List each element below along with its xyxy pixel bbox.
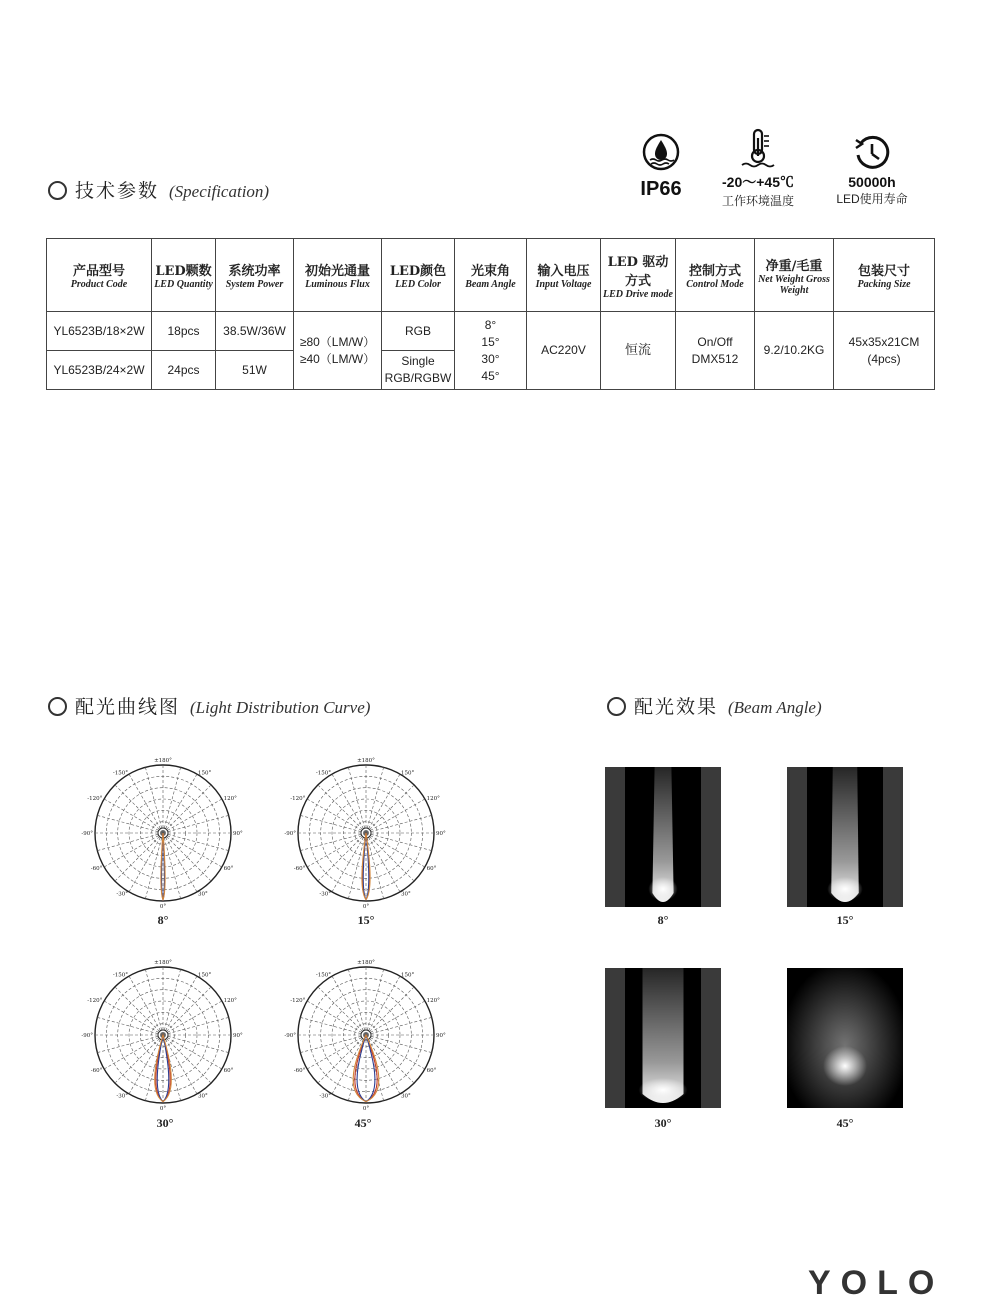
header-led-color: LED颜色 LED Color bbox=[382, 239, 455, 312]
polar-label-right: 30° bbox=[401, 891, 411, 898]
cell-beam-angle bbox=[455, 312, 527, 390]
polar-label-right: 150° bbox=[401, 972, 415, 979]
polar-label-bottom: 0° bbox=[159, 1106, 167, 1112]
polar-label-right: 30° bbox=[198, 1093, 208, 1100]
polar-label-right: 90° bbox=[233, 1033, 243, 1039]
polar-curve-30 bbox=[80, 957, 246, 1113]
curve-label-45: 45° bbox=[354, 1116, 372, 1130]
polar-label-right: 90° bbox=[436, 831, 446, 837]
beam-light-45 bbox=[787, 968, 903, 1108]
polar-label-right: 120° bbox=[223, 796, 237, 802]
cell-led-color: RGB bbox=[382, 312, 455, 351]
polar-label-left: -150° bbox=[315, 972, 331, 979]
polar-label-right: 120° bbox=[426, 998, 440, 1004]
cell-weight: 9.2/10.2KG bbox=[755, 312, 834, 390]
curve-label-30: 30° bbox=[156, 1116, 174, 1130]
temperature-range: -20～+45℃ bbox=[722, 174, 794, 190]
cell-luminous-flux bbox=[294, 312, 382, 390]
curve-label-8: 8° bbox=[157, 913, 169, 927]
packing-size-count: (4pcs) bbox=[867, 351, 901, 366]
polar-label-left: -90° bbox=[81, 1033, 93, 1039]
spec-title-en: (Specification) bbox=[169, 182, 270, 201]
header-luminous-flux: 初始光通量 Luminous Flux bbox=[294, 239, 382, 312]
feature-ip66 bbox=[621, 132, 701, 201]
polar-label-top: ±180° bbox=[357, 960, 375, 966]
section-bullet-icon bbox=[48, 181, 67, 200]
flux-value: ≥40（LM/W） bbox=[299, 351, 376, 366]
cell-packing-size bbox=[834, 312, 935, 390]
brand-fragment: YOLO bbox=[808, 1264, 945, 1302]
control-mode-value: DMX512 bbox=[691, 351, 739, 366]
polar-label-left: -120° bbox=[87, 796, 103, 802]
polar-label-right: 60° bbox=[223, 1068, 234, 1074]
polar-label-left: -60° bbox=[293, 866, 306, 872]
curve-label-15: 15° bbox=[357, 913, 375, 927]
polar-label-right: 60° bbox=[426, 1068, 437, 1074]
waterproof-icon bbox=[641, 132, 681, 172]
polar-label-left: -30° bbox=[319, 1093, 331, 1100]
temperature-label: 工作环境温度 bbox=[721, 194, 794, 208]
beam-hotspot bbox=[823, 1046, 867, 1086]
cell-drive-mode: 恒流 bbox=[601, 312, 676, 390]
feature-lifetime bbox=[822, 134, 922, 207]
spec-section-title bbox=[48, 176, 269, 203]
beam-light-15 bbox=[787, 767, 903, 907]
beam-angle-value: 45° bbox=[481, 368, 500, 383]
header-led-quantity: LED颗数 LED Quantity bbox=[152, 239, 216, 312]
polar-label-left: -90° bbox=[284, 1033, 296, 1039]
cell-led-color: Single RGB/RGBW bbox=[382, 351, 455, 390]
table-header-row bbox=[47, 239, 935, 312]
cell-led-quantity: 24pcs bbox=[152, 351, 216, 390]
polar-label-left: -30° bbox=[116, 1093, 128, 1100]
beam-photo-30 bbox=[605, 968, 721, 1108]
polar-label-left: -60° bbox=[90, 866, 103, 872]
header-control-mode: 控制方式 Control Mode bbox=[676, 239, 755, 312]
polar-label-right: 30° bbox=[198, 891, 208, 898]
polar-label-left: -60° bbox=[293, 1068, 306, 1074]
control-mode-value: On/Off bbox=[697, 334, 733, 349]
polar-label-top: ±180° bbox=[357, 758, 375, 764]
beam-glow bbox=[781, 961, 909, 1129]
beam-title-en: (Beam Angle) bbox=[728, 698, 822, 717]
beam-light-30 bbox=[605, 968, 721, 1108]
beam-label-15: 15° bbox=[836, 913, 854, 927]
beam-angle-value: 15° bbox=[481, 334, 500, 349]
beam-label-8: 8° bbox=[657, 913, 669, 927]
polar-label-left: -150° bbox=[315, 770, 331, 777]
polar-label-left: -120° bbox=[290, 998, 306, 1004]
polar-label-right: 60° bbox=[426, 866, 437, 872]
polar-label-bottom: 0° bbox=[159, 904, 167, 910]
polar-label-bottom: 0° bbox=[362, 1106, 370, 1112]
header-drive-mode: LED 驱动方式 LED Drive mode bbox=[601, 239, 676, 312]
packing-size-value: 45x35x21CM bbox=[848, 334, 920, 349]
header-product-code: 产品型号 Product Code bbox=[47, 239, 152, 312]
cell-control-mode bbox=[676, 312, 755, 390]
polar-label-left: -150° bbox=[112, 770, 128, 777]
beam-label-30: 30° bbox=[654, 1116, 672, 1130]
polar-label-bottom: 0° bbox=[362, 904, 370, 910]
curve-title-en: (Light Distribution Curve) bbox=[190, 698, 371, 717]
polar-label-top: ±180° bbox=[154, 960, 172, 966]
cell-system-power: 51W bbox=[216, 351, 294, 390]
beam-title-zh: 配光效果 bbox=[634, 696, 719, 718]
header-system-power: 系统功率 System Power bbox=[216, 239, 294, 312]
beam-angle-value: 30° bbox=[481, 351, 500, 366]
cell-led-quantity: 18pcs bbox=[152, 312, 216, 351]
section-bullet-icon bbox=[607, 697, 626, 716]
section-bullet-icon bbox=[48, 697, 67, 716]
thermometer-icon bbox=[738, 128, 778, 170]
spec-title-zh: 技术参数 bbox=[75, 180, 160, 202]
polar-curve-15 bbox=[283, 755, 449, 911]
lifetime-clock-icon bbox=[853, 134, 891, 172]
polar-label-right: 90° bbox=[233, 831, 243, 837]
polar-label-left: -30° bbox=[319, 891, 331, 898]
beam-hotspot bbox=[648, 877, 677, 901]
curve-section-title bbox=[48, 692, 370, 719]
polar-label-left: -120° bbox=[290, 796, 306, 802]
beam-photo-45 bbox=[787, 968, 903, 1108]
polar-label-right: 150° bbox=[198, 770, 212, 777]
cell-product-code: YL6523B/24×2W bbox=[47, 351, 152, 390]
polar-label-left: -120° bbox=[87, 998, 103, 1004]
beam-hotspot bbox=[639, 1078, 688, 1102]
curve-title-zh: 配光曲线图 bbox=[75, 696, 181, 718]
polar-label-right: 30° bbox=[401, 1093, 411, 1100]
polar-label-top: ±180° bbox=[154, 758, 172, 764]
polar-label-right: 120° bbox=[223, 998, 237, 1004]
header-weight: 净重/毛重 Net Weight Gross Weight bbox=[755, 239, 834, 312]
lifetime-value: 50000h bbox=[848, 174, 896, 190]
polar-label-right: 60° bbox=[223, 866, 234, 872]
polar-curve-8 bbox=[80, 755, 246, 911]
polar-label-left: -90° bbox=[284, 831, 296, 837]
polar-label-right: 150° bbox=[401, 770, 415, 777]
polar-label-left: -150° bbox=[112, 972, 128, 979]
cell-product-code: YL6523B/18×2W bbox=[47, 312, 152, 351]
polar-label-left: -60° bbox=[90, 1068, 103, 1074]
feature-temperature bbox=[706, 128, 810, 209]
polar-label-left: -90° bbox=[81, 831, 93, 837]
beam-photo-8 bbox=[605, 767, 721, 907]
lifetime-label: LED使用寿命 bbox=[836, 192, 908, 206]
beam-label-45: 45° bbox=[836, 1116, 854, 1130]
table-row bbox=[47, 312, 935, 351]
polar-label-right: 150° bbox=[198, 972, 212, 979]
beam-hotspot bbox=[827, 877, 863, 901]
header-input-voltage: 输入电压 Input Voltage bbox=[527, 239, 601, 312]
polar-label-right: 90° bbox=[436, 1033, 446, 1039]
ip-rating-value: IP66 bbox=[640, 178, 682, 200]
flux-value: ≥80（LM/W） bbox=[299, 334, 376, 349]
beam-light-8 bbox=[605, 767, 721, 907]
spec-table bbox=[46, 238, 935, 390]
beam-angle-value: 8° bbox=[484, 317, 497, 332]
cell-system-power: 38.5W/36W bbox=[216, 312, 294, 351]
polar-curve-45 bbox=[283, 957, 449, 1113]
header-beam-angle: 光束角 Beam Angle bbox=[455, 239, 527, 312]
beam-photo-15 bbox=[787, 767, 903, 907]
header-packing-size: 包装尺寸 Packing Size bbox=[834, 239, 935, 312]
cell-input-voltage: AC220V bbox=[527, 312, 601, 390]
beam-section-title bbox=[607, 692, 822, 719]
polar-label-right: 120° bbox=[426, 796, 440, 802]
polar-label-left: -30° bbox=[116, 891, 128, 898]
